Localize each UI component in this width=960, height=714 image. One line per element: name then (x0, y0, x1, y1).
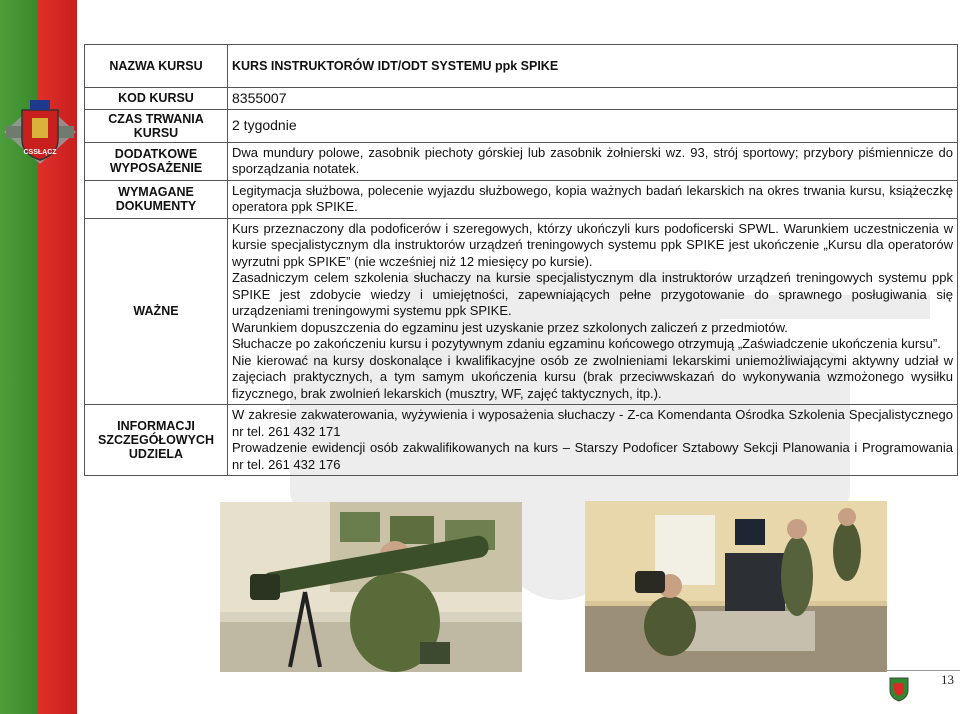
soldier-with-spike-launcher-photo (220, 502, 522, 672)
important-paragraph: Słuchacze po zakończeniu kursu i pozytywnym zdaniu egzaminu końcowego otrzymują „Zaświadczenie ukończenia kursu”. (232, 336, 941, 351)
value-equipment: Dwa mundury polowe, zasobnik piechoty górskiej lub zasobnik żołnierski wz. 93, strój sportowy; przybory piśmiennicze do sporządzania notatek. (228, 142, 958, 180)
row-important (85, 218, 958, 405)
training-room-simulator-photo (585, 501, 887, 672)
value-course-name: KURS INSTRUKTORÓW IDT/ODT SYSTEMU ppk SPIKE (228, 45, 958, 88)
row-course-duration (85, 109, 958, 142)
value-documents: Legitymacja służbowa, polecenie wyjazdu służbowego, kopia ważnych badań lekarskich na okres trwania kursu, książeczkę operatora ppk SPIKE. (228, 180, 958, 218)
value-course-code: 8355007 (228, 88, 958, 110)
value-important (228, 218, 958, 405)
label-course-name: NAZWA KURSU (85, 45, 228, 88)
contact-paragraph: Prowadzenie ewidencji osób zakwalifikowanych na kurs – Starszy Podoficer Sztabowy Sekcji Planowania i Programowania nr tel. 261 432 176 (232, 440, 953, 472)
page-number: 13 (941, 672, 954, 687)
contact-paragraph: W zakresie zakwaterowania, wyżywienia i wyposażenia słuchaczy - Z-ca Komendanta Ośrodka Szkolenia Specjalistycznego nr tel. 261 432 171 (232, 407, 953, 439)
important-paragraph: Nie kierować na kursy doskonalące i kwalifikacyjne osób ze zwolnieniami lekarskimi uniemożliwiającymi aktywny udział w zajęciach praktycznych, a tym samym ukończenia kursu (brak przeciwwskazań do wykonywania wzmożonego wysiłku fizycznego, brak zwolnień lekarskich (musztry, WF, zajęć taktycznych, itp.). (232, 352, 953, 401)
row-equipment (85, 142, 958, 180)
label-course-code: KOD KURSU (85, 88, 228, 110)
row-course-code (85, 88, 958, 110)
logo-text: CSSŁĄCZ (23, 149, 57, 156)
unit-emblem-icon (0, 92, 80, 172)
row-documents (85, 180, 958, 218)
footer-divider (885, 670, 960, 671)
course-info-table (84, 44, 958, 476)
value-contact-info (228, 405, 958, 476)
label-equipment: DODATKOWE WYPOSAŻENIE (85, 142, 228, 180)
label-important: WAŻNE (85, 218, 228, 405)
row-course-name (85, 45, 958, 88)
important-paragraph: Zasadniczym celem szkolenia słuchaczy na kursie specjalistycznym dla instruktorów urządzeń treningowych systemu ppk SPIKE jest zdobycie wiedzy i umiejętności, zapewniających pełne przygotowanie do sprawnego posługiwania się urządzeniami treningowymi systemu ppk SPIKE. (232, 270, 953, 318)
label-documents: WYMAGANE DOKUMENTY (85, 180, 228, 218)
unit-badge-icon (888, 676, 910, 702)
important-paragraph: Warunkiem dopuszczenia do egzaminu jest uzyskanie przez szkolonych zaliczeń z przedmiotów. (232, 319, 788, 335)
important-paragraph: Kurs przeznaczony dla podoficerów i szeregowych, którzy ukończyli kurs podoficerski SPWL. Warunkiem uczestniczenia w kursie specjalistycznym dla instruktorów urządzeń treningowych systemu ppk SPIKE jest ukończenie „Kursu dla operatorów wyrzutni ppk SPIKE” (nie wcześniej niż 12 miesięcy po kursie). (232, 220, 953, 269)
row-contact-info (85, 405, 958, 476)
label-contact-info: INFORMACJI SZCZEGÓŁOWYCH UDZIELA (85, 405, 228, 476)
value-course-duration: 2 tygodnie (228, 109, 958, 142)
label-course-duration: CZAS TRWANIA KURSU (85, 109, 228, 142)
